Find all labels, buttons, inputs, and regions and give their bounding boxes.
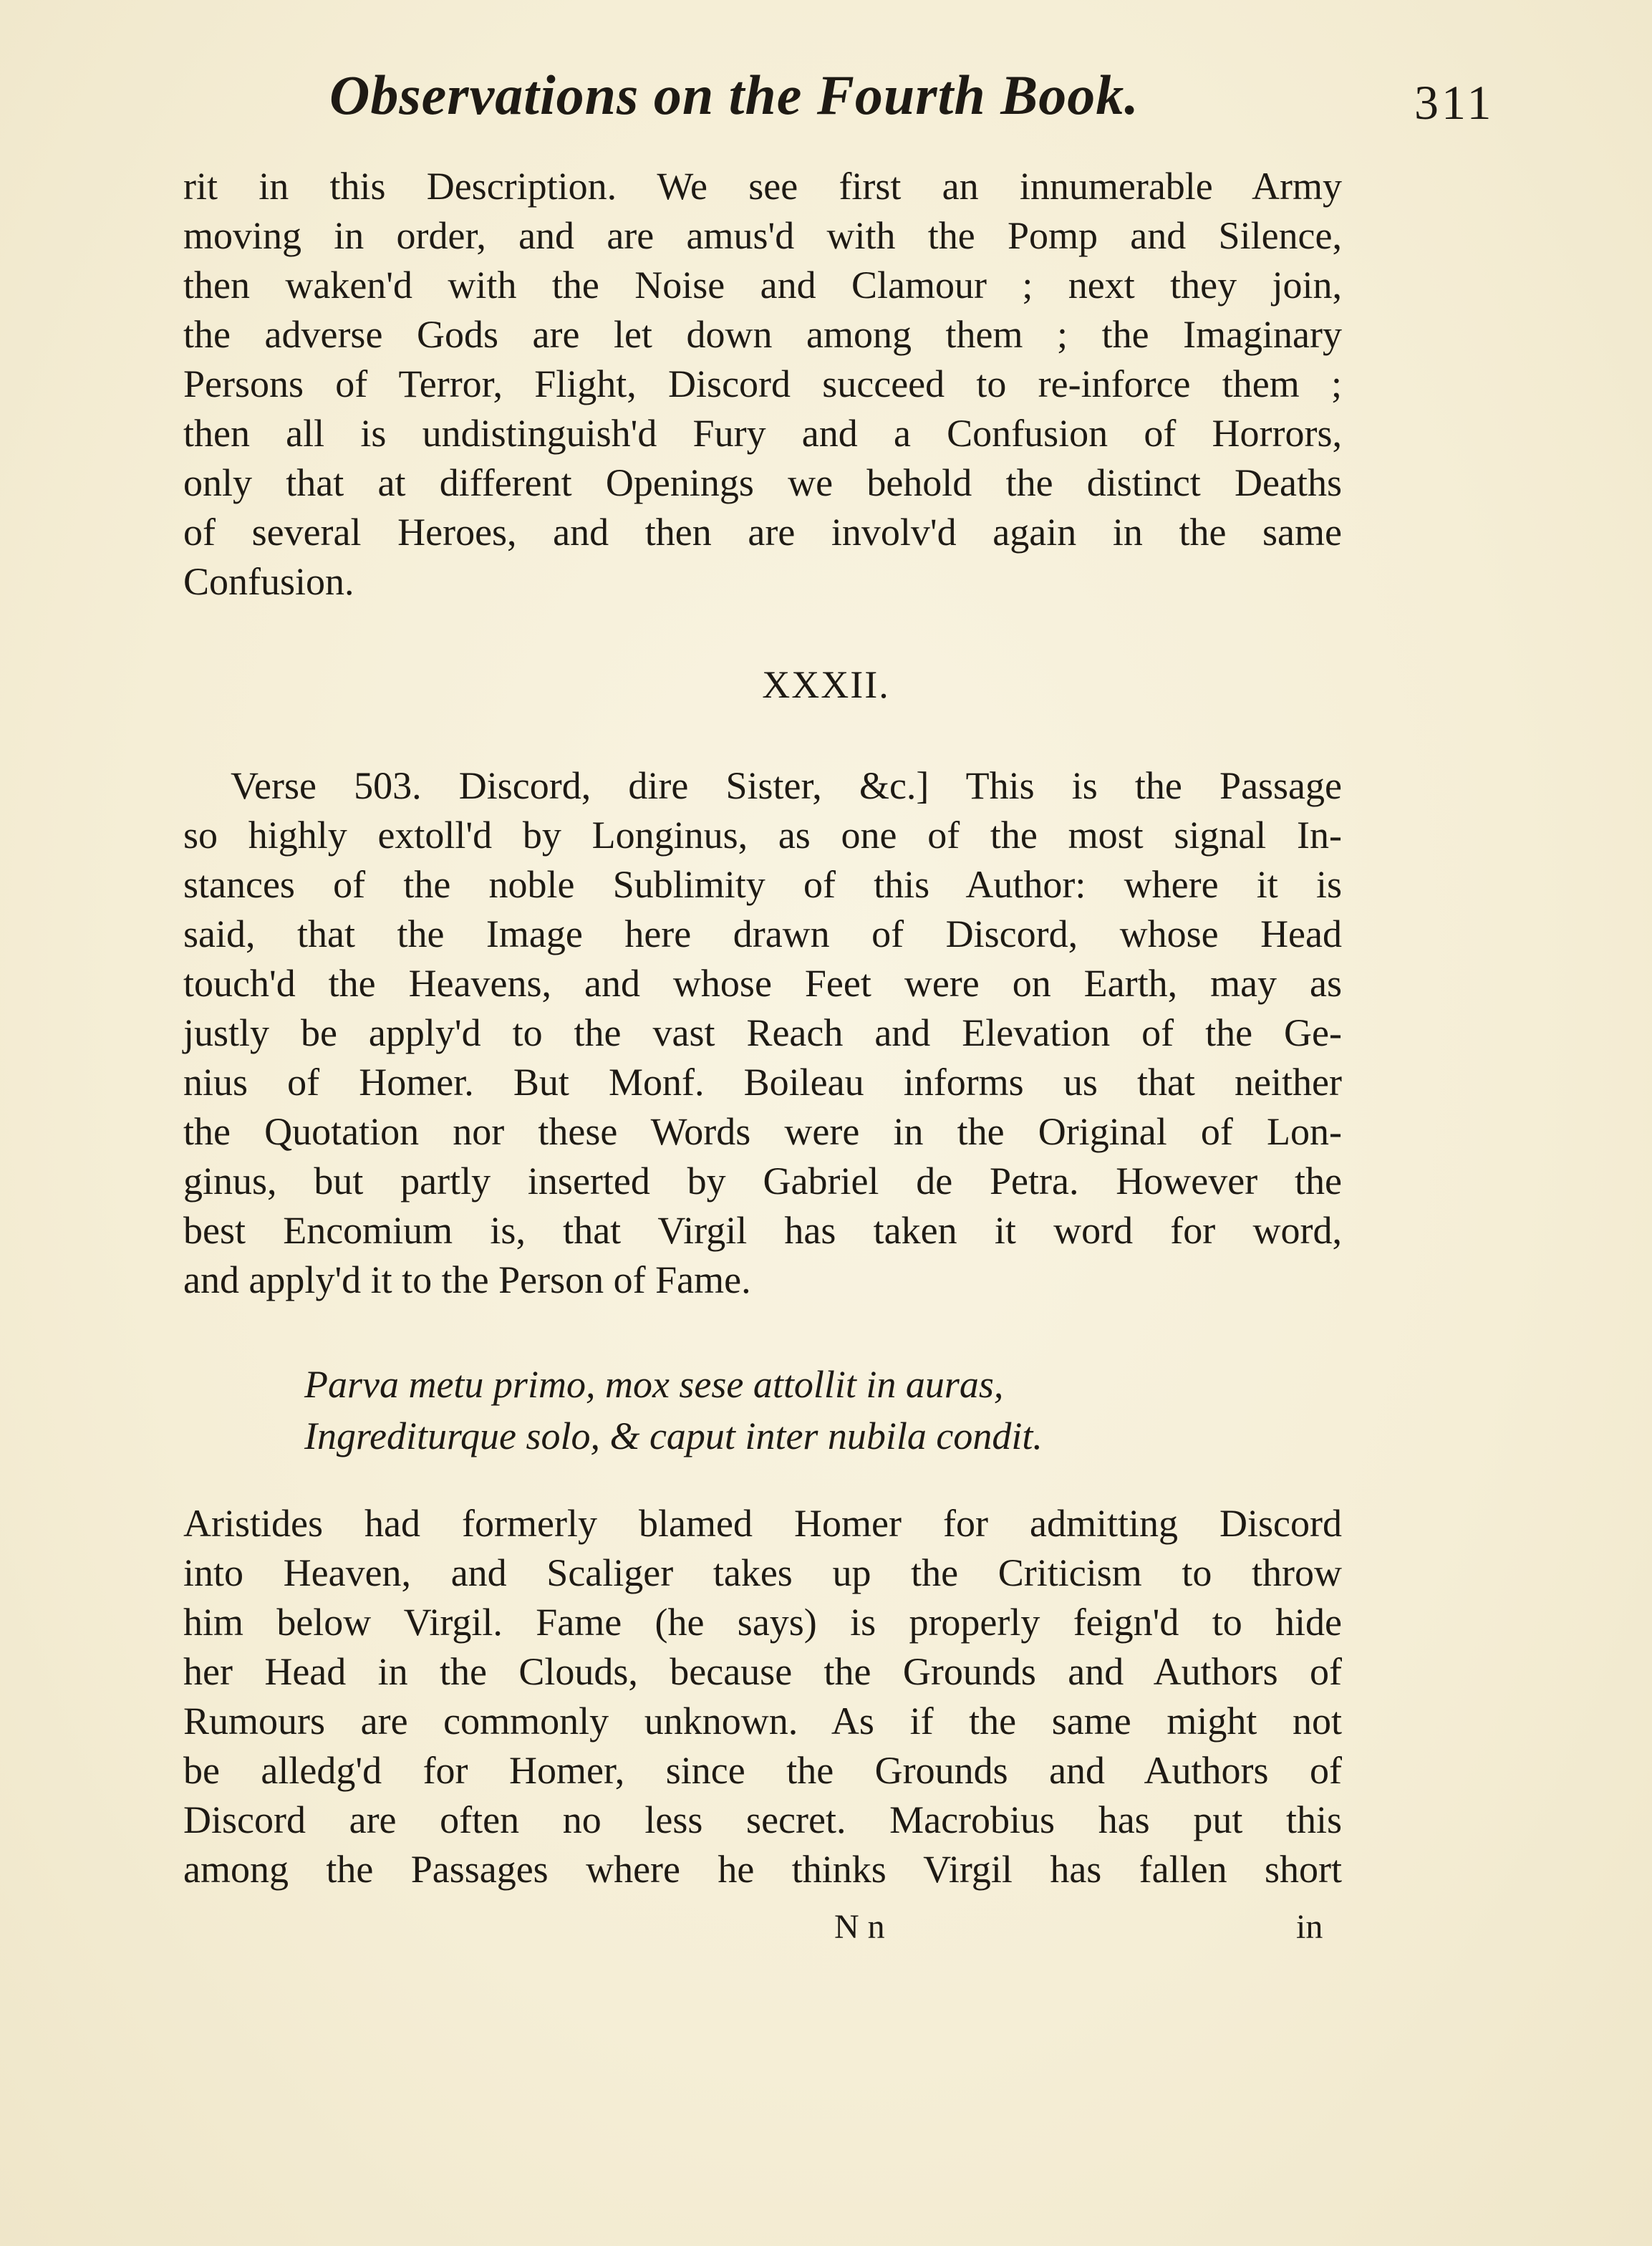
text-line: so highly extoll'd by Longinus, as one of the most signal In- xyxy=(183,814,1342,857)
paragraph-1 xyxy=(183,162,1342,607)
paragraph-3 xyxy=(183,1499,1342,1894)
text-line: Rumours are commonly unknown. As if the same might not xyxy=(183,1700,1342,1743)
text-line: Aristides had formerly blamed Homer for admitting Discord xyxy=(183,1502,1342,1545)
text-line: of several Heroes, and then are involv'd again in the same xyxy=(183,511,1342,554)
text-line: then waken'd with the Noise and Clamour ; next they join, xyxy=(183,264,1342,307)
text-line: then all is undistinguish'd Fury and a Confusion of Horrors, xyxy=(183,412,1342,455)
text-line: him below Virgil. Fame (he says) is properly feign'd to hide xyxy=(183,1601,1342,1644)
text-line: said, that the Image here drawn of Discord, whose Head xyxy=(183,912,1342,955)
paragraph-2 xyxy=(183,761,1342,1305)
verse-line: Parva metu primo, mox sese attollit in auras, xyxy=(304,1363,1004,1406)
text-line: nius of Homer. But Monf. Boileau informs us that neither xyxy=(183,1061,1342,1104)
text-line: Discord are often no less secret. Macrobius has put this xyxy=(183,1798,1342,1841)
text-line: justly be apply'd to the vast Reach and Elevation of the Ge- xyxy=(183,1011,1342,1054)
text-line: among the Passages where he thinks Virgil has fallen short xyxy=(183,1848,1342,1891)
text-line: the Quotation nor these Words were in the Original of Lon- xyxy=(183,1110,1342,1153)
text-line: the adverse Gods are let down among them ; the Imaginary xyxy=(183,313,1342,356)
text-line: Verse 503. Discord, dire Sister, &c.] This is the Passage xyxy=(231,764,1342,807)
text-line: touch'd the Heavens, and whose Feet were on Earth, may as xyxy=(183,962,1342,1005)
section-heading: XXXII. xyxy=(762,663,890,706)
text-line: only that at different Openings we behold the distinct Deaths xyxy=(183,461,1342,504)
text-line: best Encomium is, that Virgil has taken it word for word, xyxy=(183,1209,1342,1252)
text-line: be alledg'd for Homer, since the Grounds and Authors of xyxy=(183,1749,1342,1792)
text-line: rit in this Description. We see first an innumerable Army xyxy=(183,165,1342,208)
verse-quotation xyxy=(304,1359,1043,1462)
text-line: stances of the noble Sublimity of this Author: where it is xyxy=(183,863,1342,906)
text-line: Confusion. xyxy=(183,560,354,603)
text-line: Persons of Terror, Flight, Discord succeed to re-inforce them ; xyxy=(183,362,1342,405)
text-line: moving in order, and are amus'd with the Pomp and Silence, xyxy=(183,214,1342,257)
page-number: 311 xyxy=(1414,75,1494,130)
text-line: ginus, but partly inserted by Gabriel de Petra. However the xyxy=(183,1160,1342,1202)
verse-line: Ingrediturque solo, & caput inter nubila condit. xyxy=(304,1414,1043,1457)
text-line: and apply'd it to the Person of Fame. xyxy=(183,1258,751,1301)
text-line: into Heaven, and Scaliger takes up the Criticism to throw xyxy=(183,1551,1342,1594)
catchword: in xyxy=(1296,1908,1323,1946)
running-head: Observations on the Fourth Book. xyxy=(329,64,1139,126)
signature-mark: N n xyxy=(834,1908,885,1946)
text-line: her Head in the Clouds, because the Grounds and Authors of xyxy=(183,1650,1342,1693)
